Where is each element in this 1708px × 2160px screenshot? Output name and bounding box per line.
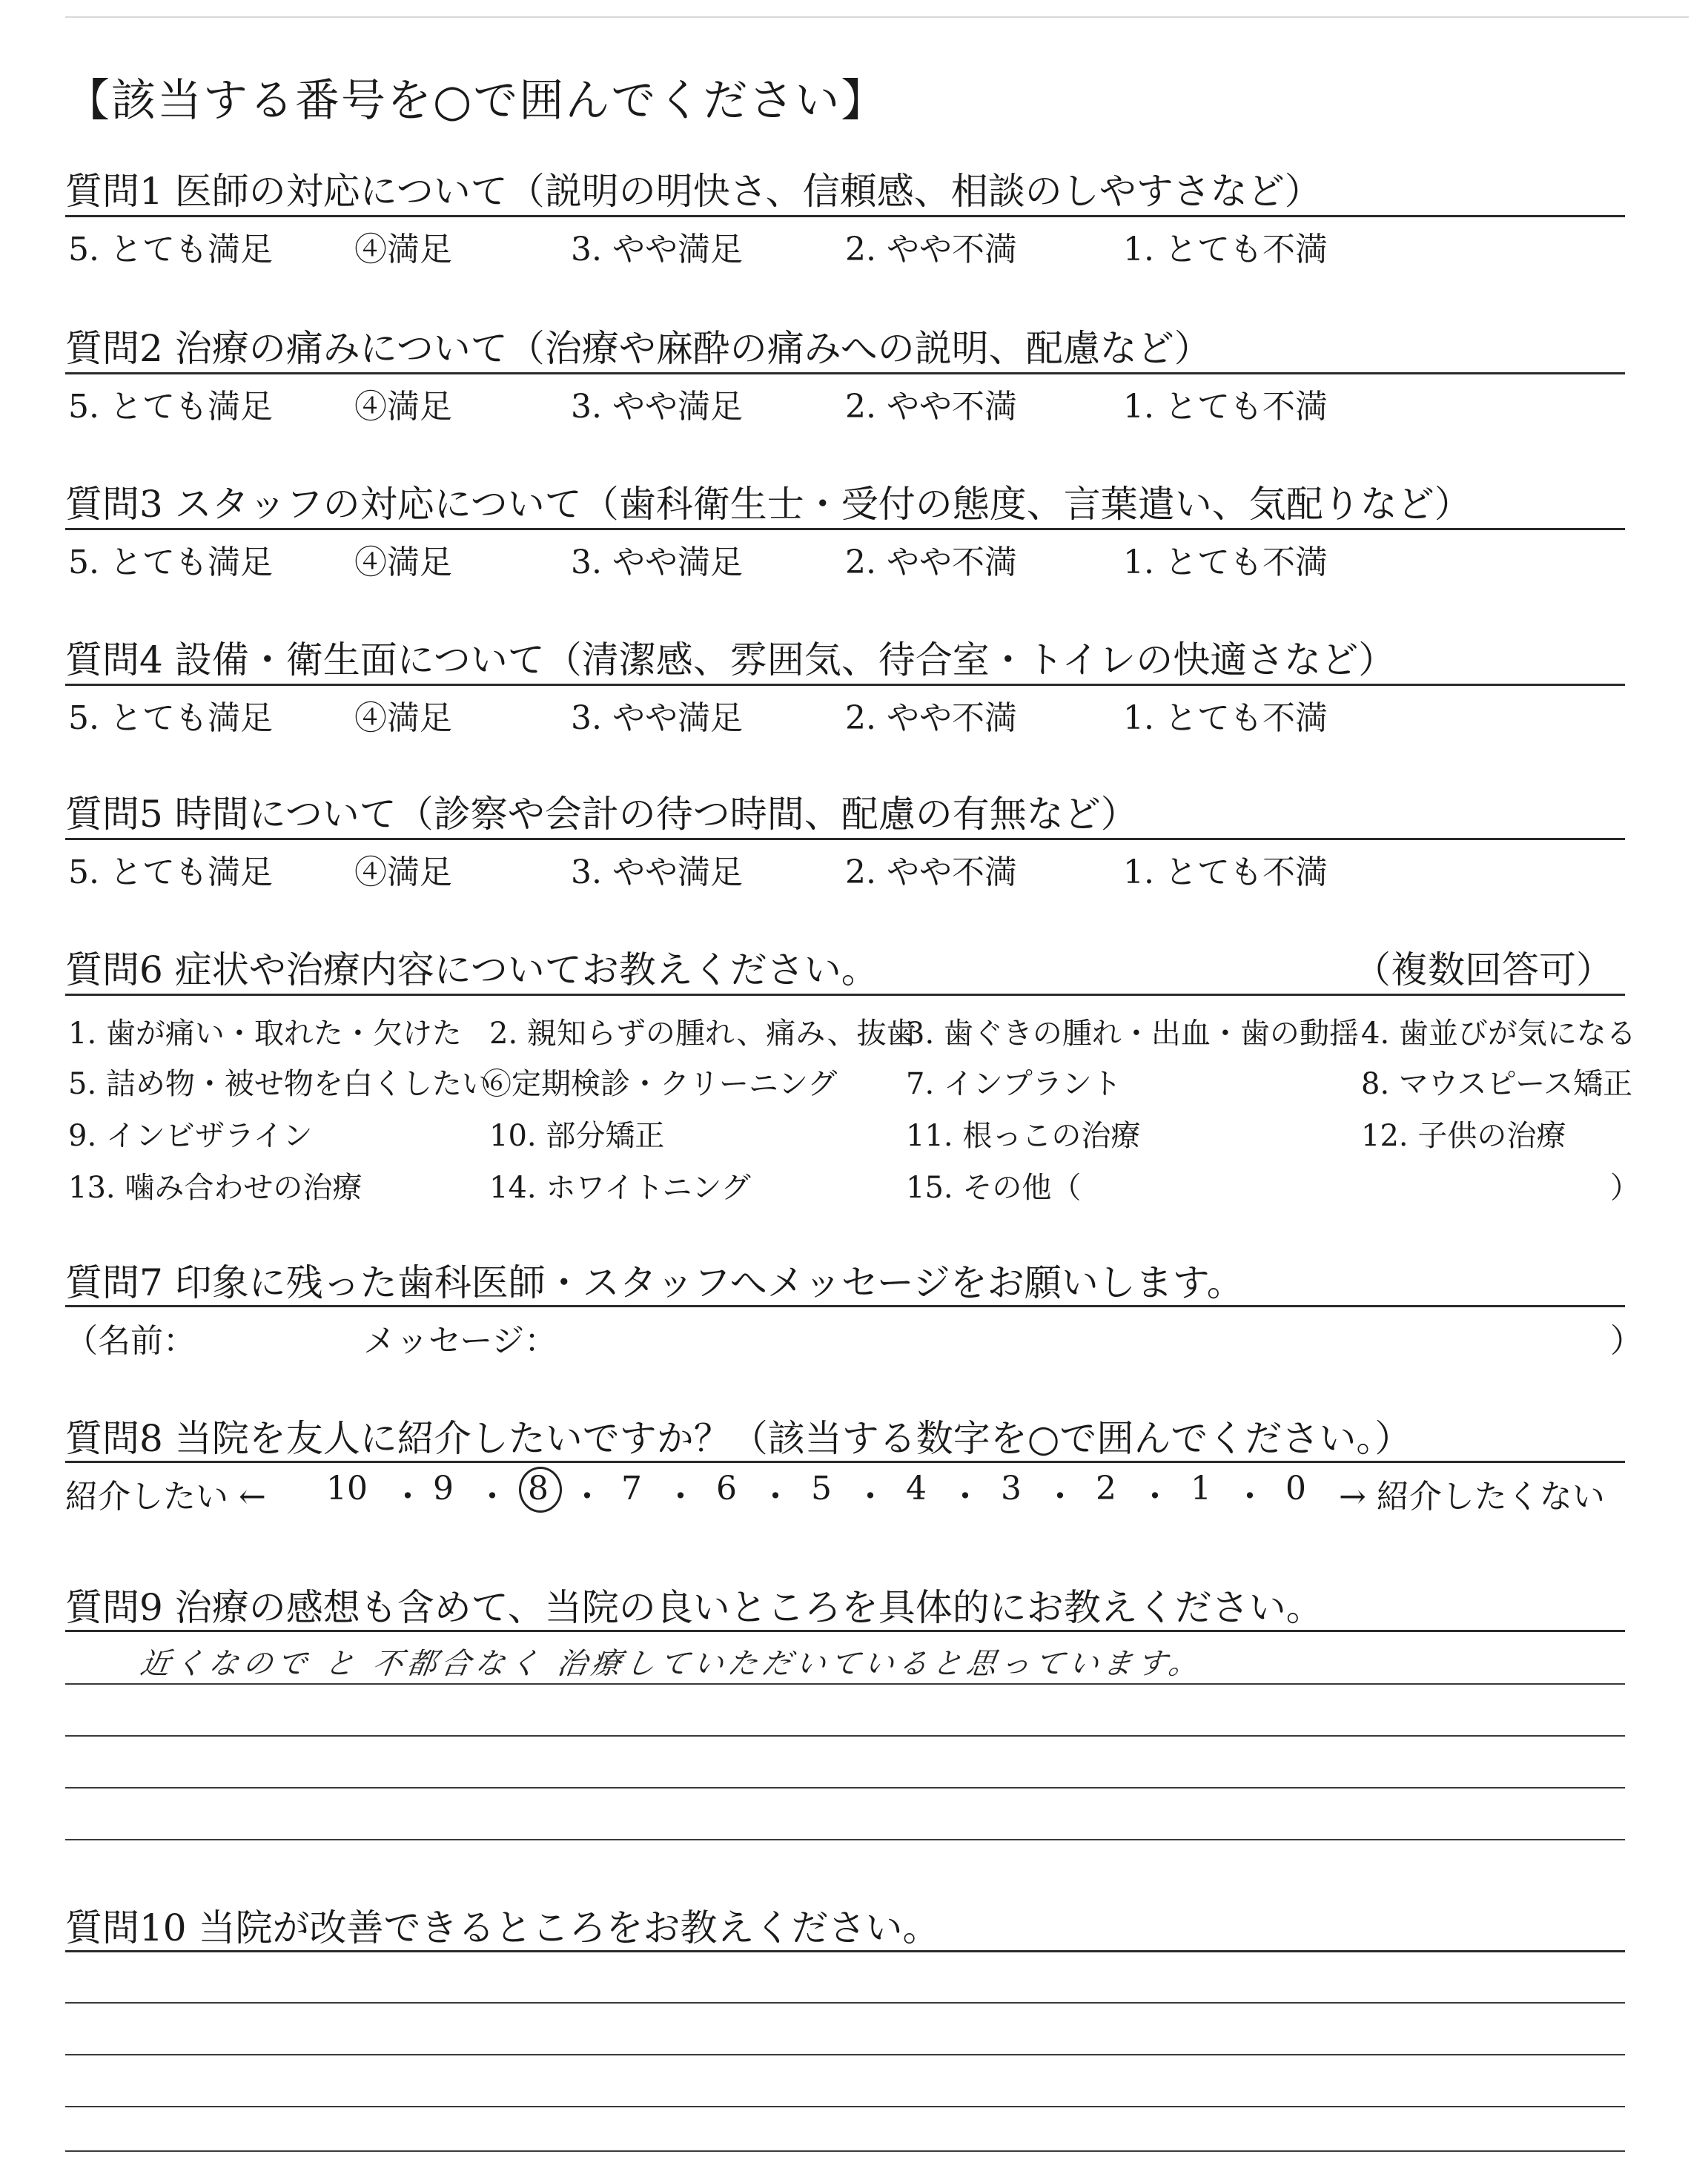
option-3[interactable]: 3. やや満足 bbox=[571, 388, 743, 426]
page-title: 【該当する番号を○で囲んでください】 bbox=[65, 75, 887, 127]
option-2[interactable]: 2. やや不満 bbox=[845, 231, 1017, 268]
symptom-option[interactable]: 2. 親知らずの腫れ、痛み、抜歯 bbox=[489, 1017, 916, 1051]
scale-dot: ・ bbox=[1234, 1478, 1266, 1516]
message-label: メッセージ： bbox=[363, 1322, 557, 1360]
symptom-option[interactable]: 9. インビザライン bbox=[68, 1119, 313, 1153]
symptom-option[interactable]: 5. 詰め物・被せ物を白くしたい bbox=[68, 1067, 491, 1101]
option-2[interactable]: 2. やや不満 bbox=[845, 388, 1017, 426]
scale-1[interactable]: 1 bbox=[1191, 1470, 1211, 1507]
scale-dot: ・ bbox=[664, 1478, 697, 1516]
recommend-left-label: 紹介したい ← bbox=[65, 1478, 266, 1516]
symptom-option[interactable]: 14. ホワイトニング bbox=[489, 1171, 751, 1205]
handwritten-answer[interactable]: 近くなので と 不都合なく 治療していただいていると思っています。 bbox=[138, 1647, 1205, 1681]
recommend-right-label: → 紹介したくない bbox=[1339, 1478, 1605, 1516]
symptom-option[interactable]: 3. 歯ぐきの腫れ・出血・歯の動揺 bbox=[906, 1017, 1359, 1051]
selected-circle bbox=[519, 1467, 562, 1513]
scale-0[interactable]: 0 bbox=[1285, 1470, 1306, 1507]
scale-dot: ・ bbox=[759, 1478, 792, 1516]
question-title: 質問2 治療の痛みについて（治療や麻酔の痛みへの説明、配慮など） bbox=[65, 327, 1211, 370]
name-label: （名前： bbox=[65, 1322, 196, 1360]
option-3[interactable]: 3. やや満足 bbox=[571, 544, 743, 581]
question-title: 質問6 症状や治療内容についてお教えください。 bbox=[65, 948, 878, 991]
option-2[interactable]: 2. やや不満 bbox=[845, 853, 1017, 891]
other-close-paren: ） bbox=[1610, 1171, 1640, 1205]
option-1[interactable]: 1. とても不満 bbox=[1123, 388, 1328, 426]
symptom-option[interactable]: 13. 噛み合わせの治療 bbox=[68, 1171, 363, 1205]
scale-dot: ・ bbox=[854, 1478, 887, 1516]
scale-3[interactable]: 3 bbox=[1001, 1470, 1022, 1507]
scale-dot: ・ bbox=[1044, 1478, 1076, 1516]
scale-2[interactable]: 2 bbox=[1096, 1470, 1116, 1507]
symptom-option-other[interactable]: 15. その他（ bbox=[906, 1171, 1082, 1205]
option-5[interactable]: 5. とても満足 bbox=[68, 544, 273, 581]
question-title: 質問10 当院が改善できるところをお教えください。 bbox=[65, 1906, 940, 1949]
scale-7[interactable]: 7 bbox=[621, 1470, 642, 1507]
question-title: 質問9 治療の感想も含めて、当院の良いところを具体的にお教えください。 bbox=[65, 1586, 1323, 1629]
symptom-option-selected[interactable]: ⑥定期検診・クリーニング bbox=[482, 1067, 838, 1101]
option-5[interactable]: 5. とても満足 bbox=[68, 853, 273, 891]
message-close-paren: ） bbox=[1610, 1322, 1643, 1360]
option-3[interactable]: 3. やや満足 bbox=[571, 853, 743, 891]
question-title: 質問7 印象に残った歯科医師・スタッフへメッセージをお願いします。 bbox=[65, 1261, 1244, 1304]
scale-4[interactable]: 4 bbox=[906, 1470, 927, 1507]
scale-dot: ・ bbox=[571, 1478, 603, 1516]
symptom-option[interactable]: 12. 子供の治療 bbox=[1361, 1119, 1566, 1153]
option-2[interactable]: 2. やや不満 bbox=[845, 699, 1017, 737]
symptom-option[interactable]: 1. 歯が痛い・取れた・欠けた bbox=[68, 1017, 462, 1051]
symptom-option[interactable]: 8. マウスピース矯正 bbox=[1361, 1067, 1633, 1101]
option-1[interactable]: 1. とても不満 bbox=[1123, 853, 1328, 891]
scale-5[interactable]: 5 bbox=[811, 1470, 832, 1507]
option-3[interactable]: 3. やや満足 bbox=[571, 231, 743, 268]
option-3[interactable]: 3. やや満足 bbox=[571, 699, 743, 737]
option-5[interactable]: 5. とても満足 bbox=[68, 699, 273, 737]
symptom-option[interactable]: 7. インプラント bbox=[906, 1067, 1122, 1101]
scale-dot: ・ bbox=[391, 1478, 424, 1516]
question-title: 質問5 時間について（診察や会計の待つ時間、配慮の有無など） bbox=[65, 793, 1138, 836]
option-4-selected[interactable]: ④満足 bbox=[354, 388, 452, 426]
scale-dot: ・ bbox=[949, 1478, 982, 1516]
symptom-option[interactable]: 11. 根っこの治療 bbox=[906, 1119, 1141, 1153]
question-title: 質問8 当院を友人に紹介したいですか？（該当する数字を○で囲んでください。） bbox=[65, 1417, 1412, 1460]
option-4-selected[interactable]: ④満足 bbox=[354, 699, 452, 737]
question-title: 質問3 スタッフの対応について（歯科衛生士・受付の態度、言葉遣い、気配りなど） bbox=[65, 483, 1472, 526]
symptom-option[interactable]: 10. 部分矯正 bbox=[489, 1119, 665, 1153]
scale-dot: ・ bbox=[476, 1478, 509, 1516]
scale-8-selected[interactable]: 8 bbox=[528, 1470, 549, 1507]
option-4-selected[interactable]: ④満足 bbox=[354, 231, 452, 268]
option-2[interactable]: 2. やや不満 bbox=[845, 544, 1017, 581]
scale-10[interactable]: 10 bbox=[326, 1470, 368, 1507]
scale-6[interactable]: 6 bbox=[716, 1470, 737, 1507]
option-1[interactable]: 1. とても不満 bbox=[1123, 544, 1328, 581]
option-5[interactable]: 5. とても満足 bbox=[68, 388, 273, 426]
option-4-selected[interactable]: ④満足 bbox=[354, 544, 452, 581]
symptom-option[interactable]: 4. 歯並びが気になる bbox=[1361, 1017, 1636, 1051]
question-title: 質問4 設備・衛生面について（清潔感、雰囲気、待合室・トイレの快適さなど） bbox=[65, 638, 1396, 681]
scan-edge bbox=[65, 16, 1689, 18]
scale-9[interactable]: 9 bbox=[433, 1470, 454, 1507]
scale-dot: ・ bbox=[1139, 1478, 1171, 1516]
question-title: 質問1 医師の対応について（説明の明快さ、信頼感、相談のしやすさなど） bbox=[65, 170, 1322, 213]
multiple-answer-note: （複数回答可） bbox=[1354, 948, 1613, 991]
option-4-selected[interactable]: ④満足 bbox=[354, 853, 452, 891]
option-1[interactable]: 1. とても不満 bbox=[1123, 699, 1328, 737]
option-1[interactable]: 1. とても不満 bbox=[1123, 231, 1328, 268]
option-5[interactable]: 5. とても満足 bbox=[68, 231, 273, 268]
